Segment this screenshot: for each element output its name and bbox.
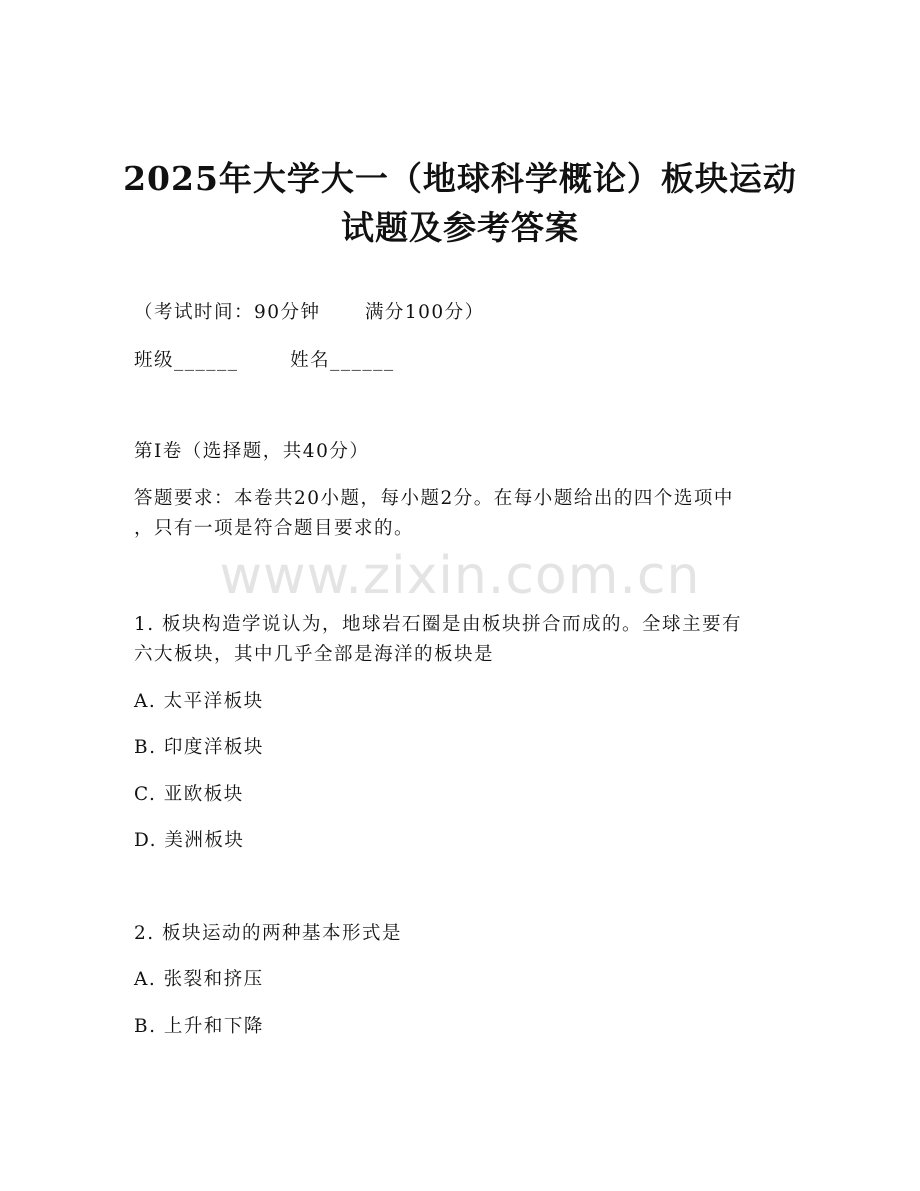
exam-time-score: （考试时间：90分钟 满分100分） xyxy=(134,302,485,323)
question-1-option-d: D. 美洲板块 xyxy=(134,830,245,851)
section-heading: 第I卷（选择题，共40分） xyxy=(134,441,370,462)
question-2-stem-line-1: 2. 板块运动的两种基本形式是 xyxy=(134,923,403,944)
question-2-option-a: A. 张裂和挤压 xyxy=(134,969,264,990)
document-title-line-1: 2025年大学大一（地球科学概论）板块运动 xyxy=(123,159,797,198)
question-1-stem-line-1: 1. 板块构造学说认为，地球岩石圈是由板块拼合而成的。全球主要有 xyxy=(134,614,743,635)
question-2-option-b: B. 上升和下降 xyxy=(134,1016,264,1037)
question-1-option-a: A. 太平洋板块 xyxy=(134,691,264,712)
watermark: www.zixin.com.cn xyxy=(219,546,701,606)
question-1-stem-line-2: 六大板块，其中几乎全部是海洋的板块是 xyxy=(134,644,495,665)
class-name-fields: 班级______ 姓名______ xyxy=(134,350,395,371)
section-instructions-line-2: ，只有一项是符合题目要求的。 xyxy=(134,518,415,539)
question-1-option-b: B. 印度洋板块 xyxy=(134,737,264,758)
section-instructions-line-1: 答题要求：本卷共20小题，每小题2分。在每小题给出的四个选项中 xyxy=(134,488,734,509)
question-1-option-c: C. 亚欧板块 xyxy=(134,784,244,805)
document-title-line-2: 试题及参考答案 xyxy=(341,208,579,247)
